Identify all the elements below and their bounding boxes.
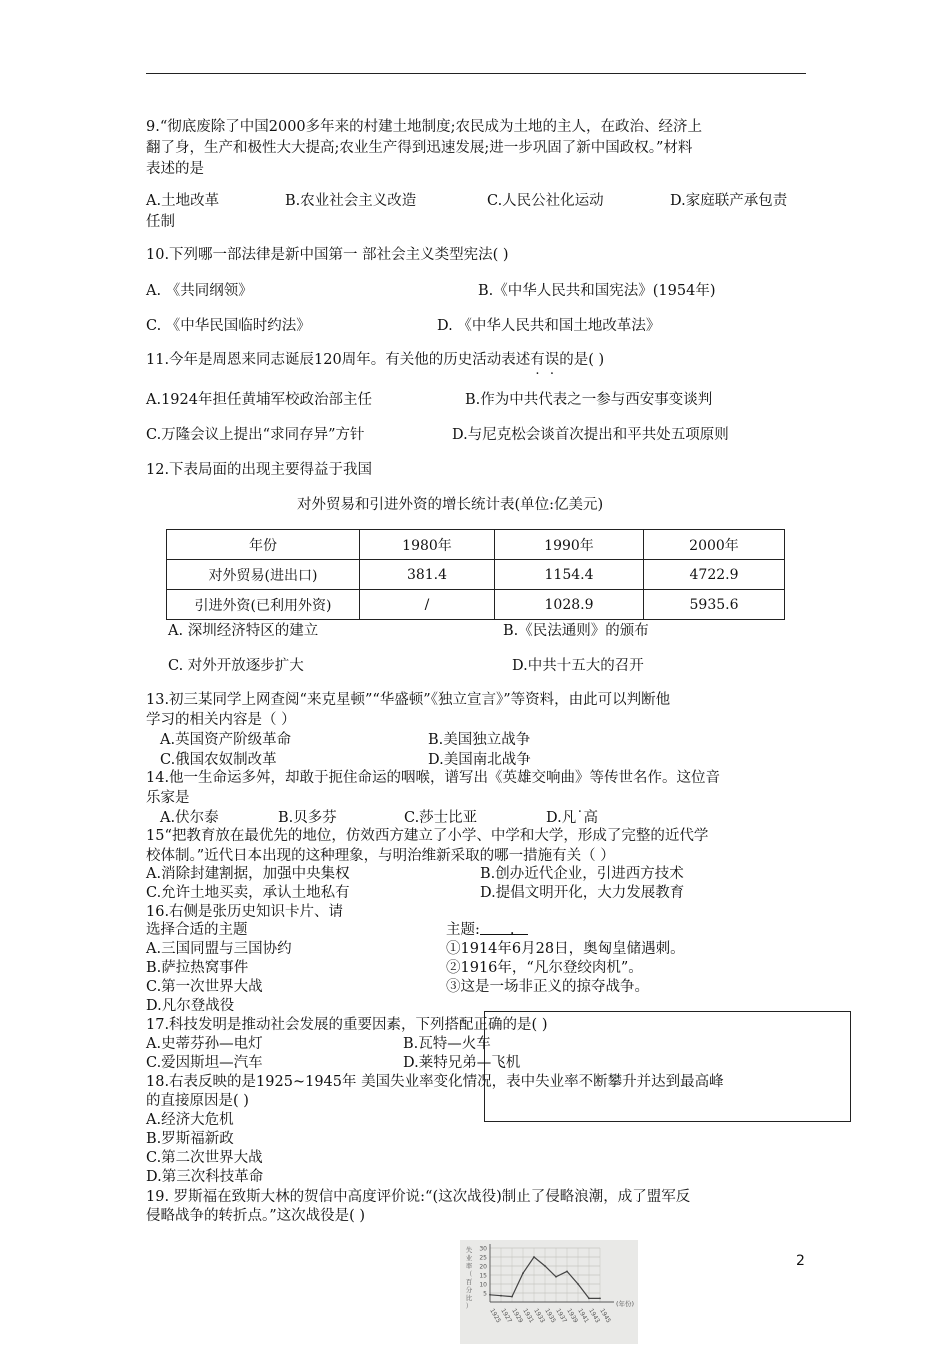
q16-option-d: D.凡尔登战役 bbox=[146, 998, 235, 1014]
x-tick-label: 1929 bbox=[510, 1307, 524, 1325]
q16-card-item-2: ②1916年，“凡尔登绞肉机”。 bbox=[446, 960, 643, 976]
y-axis-label-char: 百 bbox=[465, 1278, 473, 1286]
q9-line1: 9.“彻底废除了中国2000多年来的村建土地制度;农民成为土地的主人，在政治、经济上 bbox=[146, 119, 703, 135]
x-tick-label: 1943 bbox=[587, 1307, 601, 1325]
table-row bbox=[167, 560, 785, 590]
q16-card-title-label: 主题: bbox=[446, 922, 480, 938]
q11-option-d: D.与尼克松会谈首次提出和平共处五项原则 bbox=[452, 427, 729, 443]
q15-line2: 校体制。”近代日本出现的这种理象，与明治维新采取的哪一措施有关（ ） bbox=[146, 848, 615, 864]
data-point bbox=[533, 1256, 535, 1258]
x-tick-label: 1927 bbox=[499, 1307, 513, 1325]
table-header-cell: 年份 bbox=[167, 530, 360, 560]
q18-option-d: D.第三次科技革命 bbox=[146, 1169, 264, 1185]
data-point bbox=[577, 1283, 579, 1285]
table-header-cell: 2000年 bbox=[644, 530, 785, 560]
data-point bbox=[555, 1276, 557, 1278]
q10-stem: 10.下列哪一部法律是新中国第一 部社会主义类型宪法( ) bbox=[146, 247, 509, 263]
q18-option-a: A.经济大危机 bbox=[146, 1112, 234, 1128]
q16-card-title-blank bbox=[480, 920, 528, 938]
q12-table-title: 对外贸易和引进外资的增长统计表(单位:亿美元) bbox=[297, 497, 604, 513]
q16-line2: 选择合适的主题 bbox=[146, 922, 248, 938]
q13-line2: 学习的相关内容是（ ） bbox=[146, 712, 296, 728]
y-axis-label-char: 率 bbox=[465, 1262, 473, 1270]
data-point bbox=[489, 1294, 491, 1296]
x-tick-label: 1939 bbox=[565, 1307, 579, 1325]
q11-stem-emphasis-1: 有 bbox=[530, 352, 545, 368]
table-cell: 引进外资(已利用外资) bbox=[167, 590, 360, 620]
q9-option-a: A.土地改革 bbox=[146, 193, 220, 209]
q11-stem bbox=[146, 350, 604, 370]
q14-line1: 14.他一生命运多舛，却敢于扼住命运的咽喉，谱写出《英雄交响曲》等传世名作。这位音 bbox=[146, 770, 721, 786]
q12-option-a: A. 深圳经济特区的建立 bbox=[168, 623, 319, 639]
data-point bbox=[522, 1272, 524, 1274]
q17-option-b: B.瓦特—火车 bbox=[403, 1036, 491, 1052]
x-tick-label: 1935 bbox=[543, 1307, 557, 1325]
q12-option-d: D.中共十五大的召开 bbox=[512, 658, 644, 674]
y-tick-label: 30 bbox=[479, 1245, 487, 1253]
q17-option-d: D.莱特兄弟—飞机 bbox=[403, 1055, 521, 1071]
y-tick-label: 5 bbox=[483, 1290, 487, 1298]
q14-option-a: A.伏尔泰 bbox=[160, 810, 219, 826]
q12-stem: 12.下表局面的出现主要得益于我国 bbox=[146, 462, 373, 478]
table-header-row bbox=[167, 530, 785, 560]
x-tick-label: 1931 bbox=[521, 1307, 535, 1325]
q16-option-b: B.萨拉热窝事件 bbox=[146, 960, 249, 976]
y-tick-label: 10 bbox=[479, 1281, 487, 1289]
y-tick-label: 25 bbox=[479, 1254, 487, 1262]
table-header-cell: 1980年 bbox=[360, 530, 495, 560]
y-tick-label: 20 bbox=[479, 1263, 487, 1271]
y-axis-label-char: （ bbox=[465, 1270, 473, 1278]
q18-line1: 18.右表反映的是1925~1945年 美国失业率变化情况，表中失业率不断攀升并达到最高峰 bbox=[146, 1074, 724, 1090]
q9-option-d: D.家庭联产承包责 bbox=[670, 193, 788, 209]
q16-card-item-3: ③这是一场非正义的掠夺战争。 bbox=[446, 979, 649, 995]
q13-option-a: A.英国资产阶级革命 bbox=[160, 732, 292, 748]
q11-stem-pre: 11.今年是周恩来同志诞辰120周年。有关他的历史活动表述 bbox=[146, 352, 531, 368]
q17-option-c: C.爱因斯坦—汽车 bbox=[146, 1055, 263, 1071]
q12-option-c: C. 对外开放逐步扩大 bbox=[168, 658, 304, 674]
q16-card-title-dot: . bbox=[509, 922, 515, 938]
q12-stats-table bbox=[166, 529, 785, 620]
q18-line2: 的直接原因是( ) bbox=[146, 1093, 249, 1109]
y-tick-label: 15 bbox=[479, 1272, 487, 1280]
q12-option-b: B.《民法通则》的颁布 bbox=[503, 623, 649, 639]
q11-option-c: C.万隆会议上提出“求同存异”方针 bbox=[146, 427, 365, 443]
q10-option-c: C. 《中华民国临时约法》 bbox=[146, 318, 311, 334]
q9-line3: 表述的是 bbox=[146, 161, 204, 177]
q9-option-d-cont: 任制 bbox=[146, 214, 175, 230]
q11-stem-emphasis-2: 误 bbox=[544, 352, 560, 368]
unemployment-chart-svg bbox=[460, 1240, 638, 1344]
x-tick-label: 1933 bbox=[532, 1307, 546, 1325]
q10-option-b: B.《中华人民共和国宪法》(1954年) bbox=[478, 283, 716, 299]
data-point bbox=[599, 1298, 601, 1300]
q17-option-a: A.史蒂芬孙—电灯 bbox=[146, 1036, 263, 1052]
y-axis-label-char: 比 bbox=[465, 1294, 473, 1302]
table-cell: 1028.9 bbox=[495, 590, 644, 620]
q13-option-c: C.俄国农奴制改革 bbox=[160, 752, 277, 768]
q17-stem: 17.科技发明是推动社会发展的重要因素，下列搭配正确的是( ) bbox=[146, 1017, 548, 1033]
data-point bbox=[588, 1298, 590, 1300]
table-cell: 5935.6 bbox=[644, 590, 785, 620]
y-axis-label-char: ） bbox=[465, 1302, 473, 1310]
page-number: 2 bbox=[796, 1253, 805, 1269]
q16-option-c: C.第一次世界大战 bbox=[146, 979, 263, 995]
q16-line1: 16.右侧是张历史知识卡片、请 bbox=[146, 904, 344, 920]
q11-option-a: A.1924年担任黄埔军校政治部主任 bbox=[146, 392, 372, 408]
q11-stem-post: 的是( ) bbox=[559, 352, 605, 368]
q16-card-title bbox=[446, 920, 528, 940]
q15-option-b: B.创办近代企业，引进西方技术 bbox=[480, 866, 684, 882]
data-point bbox=[500, 1295, 502, 1297]
q15-option-c: C.允许土地买卖，承认土地私有 bbox=[146, 885, 350, 901]
q14-line2: 乐家是 bbox=[146, 790, 190, 806]
table-cell: / bbox=[360, 590, 495, 620]
q18-option-b: B.罗斯福新政 bbox=[146, 1131, 234, 1147]
data-point bbox=[566, 1271, 568, 1273]
q14-option-b: B.贝多芬 bbox=[278, 810, 337, 826]
q13-option-d: D.美国南北战争 bbox=[428, 752, 531, 768]
y-axis-label-char: 失 bbox=[465, 1246, 473, 1254]
q15-option-d: D.提倡文明开化，大力发展教育 bbox=[480, 885, 685, 901]
q16-option-a: A.三国同盟与三国协约 bbox=[146, 941, 292, 957]
table-cell: 381.4 bbox=[360, 560, 495, 590]
table-header-cell: 1990年 bbox=[495, 530, 644, 560]
table-cell: 对外贸易(进出口) bbox=[167, 560, 360, 590]
q19-line2: 侵略战争的转折点。”这次战役是( ) bbox=[146, 1208, 366, 1224]
q15-option-a: A.消除封建割据，加强中央集权 bbox=[146, 866, 350, 882]
table-cell: 4722.9 bbox=[644, 560, 785, 590]
q9-line2: 翻了身，生产和极性大大提高;农业生产得到迅速发展;进一步巩固了新中国政权。”材料 bbox=[146, 140, 693, 156]
q9-option-b: B.农业社会主义改造 bbox=[285, 193, 417, 209]
q16-card-item-1: ①1914年6月28日，奥匈皇储遇刺。 bbox=[446, 941, 685, 957]
q9-option-c: C.人民公社化运动 bbox=[487, 193, 604, 209]
unemployment-chart bbox=[460, 1240, 638, 1344]
q18-option-c: C.第二次世界大战 bbox=[146, 1150, 263, 1166]
y-axis-label-char: 分 bbox=[465, 1286, 473, 1294]
q19-line1: 19. 罗斯福在致斯大林的贺信中高度评价说:“(这次战役)制止了侵略浪潮，成了盟军反 bbox=[146, 1189, 691, 1205]
q14-option-c: C.莎士比亚 bbox=[404, 810, 478, 826]
q10-option-a: A. 《共同纲领》 bbox=[146, 283, 253, 299]
q13-line1: 13.初三某同学上网查阅“来克星顿”“华盛顿”《独立宣言》”等资料，由此可以判断他 bbox=[146, 692, 671, 708]
q10-option-d: D. 《中华人民共和国土地改革法》 bbox=[437, 318, 661, 334]
y-axis-label-char: 业 bbox=[465, 1254, 473, 1262]
x-tick-label: 1925 bbox=[488, 1307, 502, 1325]
header-rule bbox=[146, 73, 806, 74]
x-tick-label: 1941 bbox=[576, 1307, 590, 1325]
q13-option-b: B.美国独立战争 bbox=[428, 732, 531, 748]
data-point bbox=[511, 1296, 513, 1298]
q11-option-b: B.作为中共代表之一参与西安事变谈判 bbox=[465, 392, 713, 408]
table-cell: 1154.4 bbox=[495, 560, 644, 590]
q15-line1: 15“把教育放在最优先的地位，仿效西方建立了小学、中学和大学，形成了完整的近代学 bbox=[146, 828, 709, 844]
table-row bbox=[167, 590, 785, 620]
data-point bbox=[544, 1265, 546, 1267]
x-tick-label: 1945 bbox=[598, 1307, 612, 1325]
x-axis-label: (年份) bbox=[616, 1300, 635, 1308]
x-tick-label: 1937 bbox=[554, 1307, 568, 1325]
q14-option-d: D.凡˙高 bbox=[546, 810, 598, 826]
